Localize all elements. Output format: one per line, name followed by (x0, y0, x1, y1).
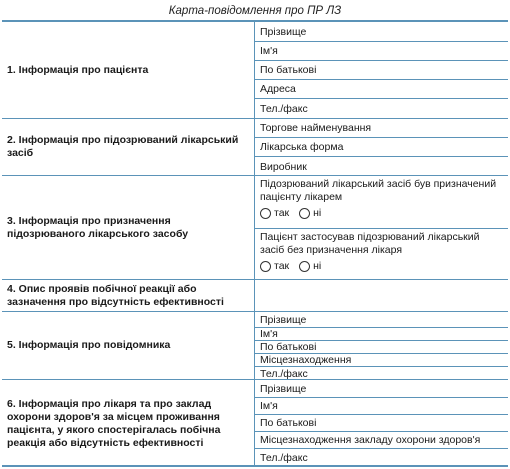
field-facility-location[interactable]: Місцезнаходження закладу охорони здоров'я (255, 432, 508, 449)
question-self-medication (255, 229, 508, 280)
reaction-description-input[interactable] (255, 280, 508, 311)
field-phone-fax[interactable]: Тел./факс (260, 367, 308, 380)
option-yes-label: так (274, 259, 290, 272)
field-address[interactable]: Адреса (255, 80, 508, 99)
option-no-label: ні (313, 259, 322, 272)
field-location[interactable]: Місцезнаходження (255, 354, 508, 367)
option-yes-label: так (274, 206, 290, 219)
section-label: 2. Інформація про підозрюваний лікарський засіб (2, 119, 255, 175)
field-trade-name[interactable]: Торгове найменування (255, 119, 508, 138)
radio-yes[interactable] (260, 261, 271, 272)
section-fields (255, 22, 508, 118)
section-patient-info (2, 22, 508, 119)
section-label: 1. Інформація про пацієнта (2, 22, 255, 118)
question-text: Підозрюваний лікарський засіб був призначений пацієнту лікарем (260, 178, 497, 203)
field-surname[interactable]: Прізвище (255, 380, 508, 398)
section-label: 3. Інформація про призначення підозрюваного лікарського засобу (2, 176, 255, 279)
section-fields (255, 119, 508, 175)
radio-yes[interactable] (260, 208, 271, 219)
section-fields (255, 312, 508, 379)
field-first-name[interactable]: Ім'я (255, 328, 508, 341)
section-reaction-description (2, 280, 508, 312)
field-first-name[interactable]: Ім'я (255, 42, 508, 61)
field-surname[interactable]: Прізвище (255, 22, 508, 42)
radio-group (260, 259, 502, 273)
option-no-label: ні (313, 206, 322, 219)
section-reporter-info (2, 312, 508, 380)
section-doctor-facility-info (2, 380, 508, 467)
radio-group (260, 206, 502, 220)
section-questions (255, 176, 508, 279)
question-text: Пацієнт застосував підозрюваний лікарський засіб без призначення лікаря (260, 231, 480, 256)
form-title: Карта-повідомлення про ПР ЛЗ (168, 5, 342, 17)
section-drug-info (2, 119, 508, 176)
field-phone-fax[interactable]: Тел./факс (260, 103, 308, 115)
field-dosage-form[interactable]: Лікарська форма (255, 138, 508, 157)
field-patronymic[interactable]: По батькові (255, 341, 508, 354)
radio-no[interactable] (299, 208, 310, 219)
section-prescription-info (2, 176, 508, 280)
field-patronymic[interactable]: По батькові (255, 61, 508, 80)
question-prescribed-by-doctor (255, 176, 508, 229)
field-surname[interactable]: Прізвище (255, 312, 508, 328)
field-manufacturer[interactable]: Виробник (260, 160, 307, 173)
section-label: 6. Інформація про лікаря та про заклад охорони здоров'я за місцем проживання пацієнта, у якого спостерігалась побічна реакція або відсутність ефективності (2, 380, 255, 467)
section-fields (255, 380, 508, 467)
field-patronymic[interactable]: По батькові (255, 415, 508, 432)
section-label: 5. Інформація про повідомника (2, 312, 255, 379)
field-first-name[interactable]: Ім'я (255, 398, 508, 415)
radio-no[interactable] (299, 261, 310, 272)
adverse-reaction-form (2, 20, 508, 467)
field-phone-fax[interactable]: Тел./факс (260, 452, 308, 464)
section-label: 4. Опис проявів побічної реакції або зазначення про відсутність ефективності (2, 280, 255, 311)
